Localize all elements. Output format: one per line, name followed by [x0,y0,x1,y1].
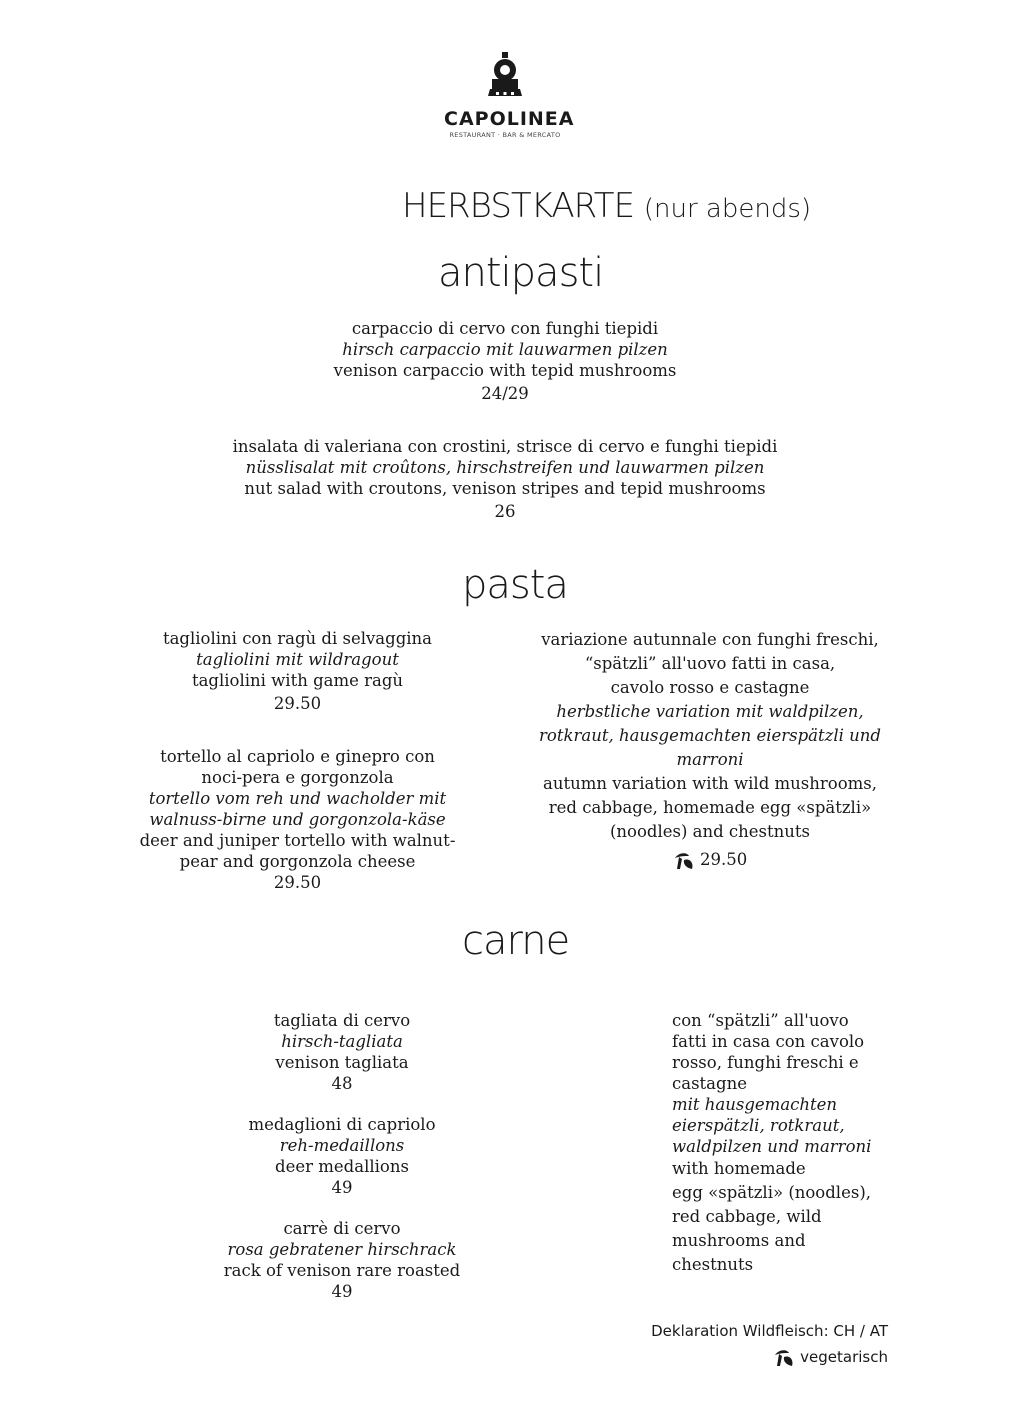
carne-item-1 [192,1010,492,1094]
dish-name-en: nut salad with croutons, venison stripes and tepid mushrooms [244,479,766,498]
dish-name-it: carpaccio di cervo con funghi tiepidi [351,319,659,338]
dish-name-de: tagliolini mit wildragout [196,650,399,669]
vegetarian-leaf-icon [773,1349,795,1367]
dish-price: 49 [331,1282,353,1301]
dish-price-row [510,848,910,872]
locomotive-icon [488,52,522,98]
side-it-line3: rosso, funghi freschi e [672,1053,859,1072]
dish-name-en: venison tagliata [275,1053,409,1072]
vegetarian-legend [560,1344,888,1370]
side-it-line4: castagne [672,1074,747,1093]
dish-name-it: medaglioni di capriolo [248,1115,436,1134]
declaration-note: Deklaration Wildfleisch: CH / AT [651,1322,888,1340]
section-heading-carne: carne [462,918,570,964]
dish-price: 29.50 [273,694,322,713]
side-it-line1: con “spätzli” all'uovo [672,1011,849,1030]
dish-name-it-line2: “spätzli” all'uovo fatti in casa, [584,654,836,673]
dish-price: 24/29 [481,384,529,403]
dish-name-de: rosa gebratener hirschrack [227,1240,457,1259]
side-en-line2: egg «spätzli» (noodles), [672,1183,871,1202]
dish-name-it: insalata di valeriana con crostini, strisce di cervo e funghi tiepidi [232,437,778,456]
dish-name-en-line1: autumn variation with wild mushrooms, [543,774,877,793]
pasta-item-3 [510,628,910,872]
menu-title-sub: (nur abends) [643,194,812,224]
dish-name-it: tagliolini con ragù di selvaggina [162,629,433,648]
dish-name-en-line2: pear and gorgonzola cheese [179,852,416,871]
carne-item-2 [192,1114,492,1198]
dish-name-it-line3: cavolo rosso e castagne [610,678,810,697]
logo [444,52,575,139]
side-en-line1: with homemade [672,1159,806,1178]
dish-name-de-line2: walnuss-birne und gorgonzola-käse [149,810,446,829]
dish-name-de-line1: tortello vom reh und wacholder mit [148,789,447,808]
pasta-item-1 [110,628,485,714]
side-en [672,1157,912,1277]
vegetarian-label: vegetarisch [800,1348,888,1366]
dish-name-en-line2: red cabbage, homemade egg «spätzli» [548,798,872,817]
dish-price: 29.50 [273,873,322,892]
dish-name-de-line3: marroni [676,750,744,769]
dish-name-en: deer medallions [275,1157,409,1176]
side-de-line3: waldpilzen und marroni [672,1137,872,1156]
section-heading-antipasti: antipasti [438,250,604,296]
dish-name-it-line2: noci-pera e gorgonzola [201,768,394,787]
brand-tagline: RESTAURANT · BAR & MERCATO [449,131,561,139]
footer [560,1318,888,1370]
dish-name-it: tagliata di cervo [273,1011,411,1030]
dish-price: 49 [331,1178,353,1197]
dish-name-de: hirsch-tagliata [281,1032,403,1051]
dish-name-it-line1: tortello al capriolo e ginepro con [160,747,435,766]
side-de-line1: mit hausgemachten [672,1095,838,1114]
dish-price: 26 [494,502,516,521]
antipasti-item-2 [180,436,830,522]
antipasti-item-1 [180,318,830,404]
dish-name-de: hirsch carpaccio mit lauwarmen pilzen [342,340,668,359]
dish-name-de-line2: rotkraut, hausgemachten eierspätzli und [539,726,881,745]
section-heading-pasta: pasta [462,562,568,608]
dish-name-en: venison carpaccio with tepid mushrooms [333,361,677,380]
dish-price: 48 [331,1074,353,1093]
side-en-line3: red cabbage, wild [672,1207,822,1226]
vegetarian-leaf-icon [673,852,695,870]
dish-name-en-line1: deer and juniper tortello with walnut- [139,831,456,850]
dish-name-de-line1: herbstliche variation mit waldpilzen, [556,702,864,721]
dish-name-de: nüsslisalat mit croûtons, hirschstreifen und lauwarmen pilzen [245,458,765,477]
dish-price: 29.50 [700,850,748,869]
carne-side-note [672,1010,912,1277]
side-en-line4: mushrooms and [672,1231,806,1250]
dish-name-en-line3: (noodles) and chestnuts [609,822,811,841]
side-de-line2: eierspätzli, rotkraut, [672,1116,845,1135]
brand-name: CAPOLINEA [444,108,575,130]
carne-item-3 [192,1218,492,1302]
dish-name-it: carrè di cervo [283,1219,401,1238]
menu-title-main: HERBSTKARTE [402,186,635,226]
dish-name-en: rack of venison rare roasted [223,1261,461,1280]
pasta-item-2 [110,746,485,893]
dish-name-de: reh-medaillons [279,1136,405,1155]
side-en-line5: chestnuts [672,1255,754,1274]
dish-name-it-line1: variazione autunnale con funghi freschi, [541,630,879,649]
dish-name-en: tagliolini with game ragù [191,671,404,690]
side-it-line2: fatti in casa con cavolo [672,1032,865,1051]
menu-title [402,186,811,226]
